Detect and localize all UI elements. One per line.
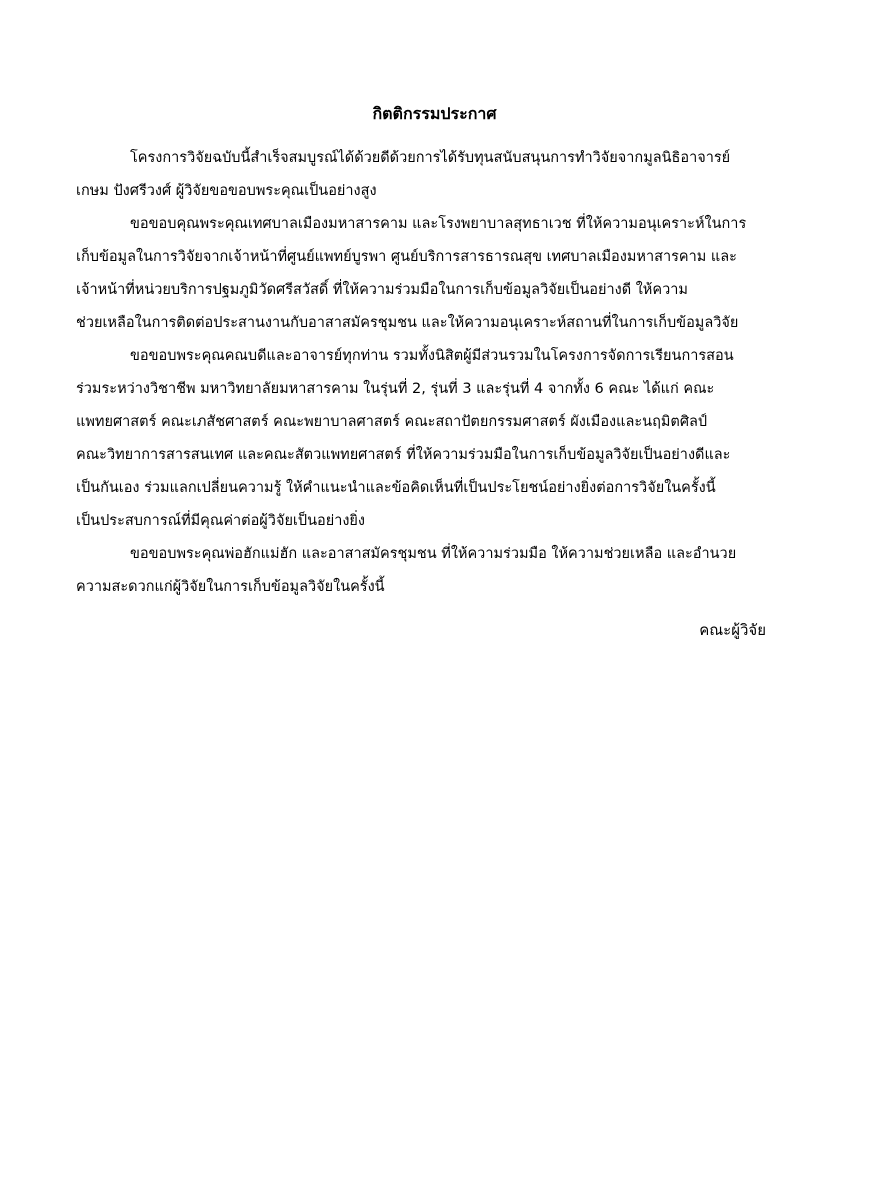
paragraph-faculty [76, 340, 770, 538]
document-title: กิตติกรรมประกาศ [372, 104, 497, 123]
paragraph-line: เจ้าหน้าที่หน่วยบริการปฐมภูมิวัดศรีสวัสดิ์ ที่ให้ความร่วมมือในการเก็บข้อมูลวิจัยเป็นอย่างดี ให้ความ [76, 282, 688, 298]
paragraph-line: ร่วมระหว่างวิชาชีพ มหาวิทยาลัยมหาสารคาม ในรุ่นที่ 2, รุ่นที่ 3 และรุ่นที่ 4 จากทั้ง 6 คณะ ได้แก่ คณะ [76, 381, 715, 397]
paragraph-line: ขอขอบคุณพระคุณเทศบาลเมืองมหาสารคาม และโรงพยาบาลสุทธาเวช ที่ให้ความอนุเคราะห์ในการ [130, 216, 747, 232]
paragraph-line: เก็บข้อมูลในการวิจัยจากเจ้าหน้าที่ศูนย์แพทย์บูรพา ศูนย์บริการสารธารณสุข เทศบาลเมืองมหาสารคาม และ [76, 249, 737, 265]
paragraph-line: แพทยศาสตร์ คณะเภสัชศาสตร์ คณะพยาบาลศาสตร์ คณะสถาปัตยกรรมศาสตร์ ผังเมืองและนฤมิตศิลป์ [76, 414, 708, 430]
signature: คณะผู้วิจัย [699, 621, 766, 639]
paragraph-funding [76, 142, 770, 208]
paragraph-line: เป็นประสบการณ์ที่มีคุณค่าต่อผู้วิจัยเป็นอย่างยิ่ง [76, 513, 366, 529]
paragraph-line: โครงการวิจัยฉบับนี้สำเร็จสมบูรณ์ได้ด้วยดีด้วยการได้รับทุนสนับสนุนการทำวิจัยจากมูลนิธิอาจารย์ [130, 150, 731, 166]
paragraph-municipality [76, 208, 770, 340]
paragraph-community [76, 538, 770, 604]
document-body [76, 142, 770, 604]
paragraph-line: เกษม ปังศรีวงศ์ ผู้วิจัยขอขอบพระคุณเป็นอย่างสูง [76, 183, 377, 199]
paragraph-line: คณะวิทยาการสารสนเทศ และคณะสัตวแพทยศาสตร์ ที่ให้ความร่วมมือในการเก็บข้อมูลวิจัยเป็นอย่างดีและ [76, 447, 731, 463]
paragraph-line: ขอขอบพระคุณพ่อฮักแม่ฮัก และอาสาสมัครชุมชน ที่ให้ความร่วมมือ ให้ความช่วยเหลือ และอำนวย [130, 546, 737, 562]
paragraph-line: เป็นกันเอง ร่วมแลกเปลี่ยนความรู้ ให้คำแนะนำและข้อคิดเห็นที่เป็นประโยชน์อย่างยิ่งต่อการวิจัยในครั้งนี้ [76, 480, 716, 496]
paragraph-line: ช่วยเหลือในการติดต่อประสานงานกับอาสาสมัครชุมชน และให้ความอนุเคราะห์สถานที่ในการเก็บข้อมูลวิจัย [76, 315, 739, 331]
paragraph-line: ขอขอบพระคุณคณบดีและอาจารย์ทุกท่าน รวมทั้งนิสิตผู้มีส่วนรวมในโครงการจัดการเรียนการสอน [130, 348, 734, 364]
paragraph-line: ความสะดวกแก่ผู้วิจัยในการเก็บข้อมูลวิจัยในครั้งนี้ [76, 579, 385, 595]
